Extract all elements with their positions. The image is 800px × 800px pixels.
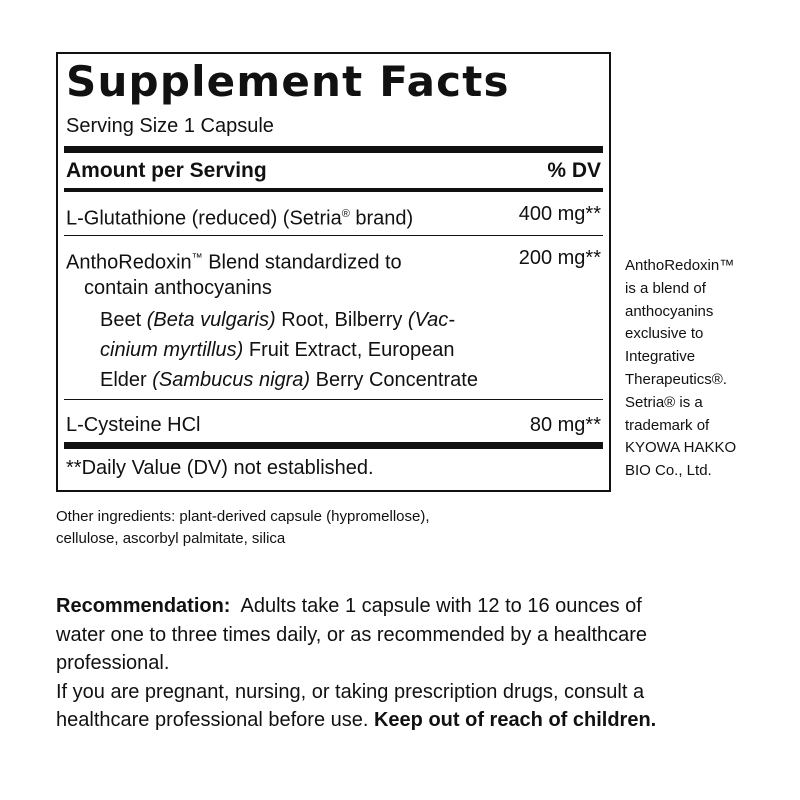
blend-sub-line-2: cinium myrtillus) Fruit Extract, European xyxy=(100,339,455,361)
recommendation-line: professional. xyxy=(56,652,170,674)
recommendation-line: Recommendation: Adults take 1 capsule with 12 to 16 ounces of xyxy=(56,595,642,617)
row-divider xyxy=(64,235,603,236)
trademark-note-line: Setria® is a xyxy=(625,393,703,411)
daily-value-footnote: **Daily Value (DV) not established. xyxy=(66,457,374,479)
trademark-note-line: trademark of xyxy=(625,416,710,434)
panel-title: Supplement Facts xyxy=(66,57,510,106)
trademark-note-line: KYOWA HAKKO xyxy=(625,439,737,457)
header-percent-dv: % DV xyxy=(547,159,601,182)
recommendation-line: water one to three times daily, or as recommended by a healthcare xyxy=(56,623,648,646)
serving-size: Serving Size 1 Capsule xyxy=(66,115,274,137)
divider-thick xyxy=(64,146,603,153)
header-amount-per-serving: Amount per Serving xyxy=(66,159,267,182)
trademark-note-line: Therapeutics®. xyxy=(625,370,727,388)
recommendation-section xyxy=(56,592,756,735)
child-warning: Keep out of reach of children. xyxy=(373,709,657,731)
ingredient-name-cysteine: L-Cysteine HCl xyxy=(66,414,201,436)
row-divider xyxy=(64,399,603,400)
ingredient-amount-anthoredoxin: 200 mg** xyxy=(518,247,601,269)
supplement-facts-panel xyxy=(56,52,611,492)
trademark-note-line: BIO Co., Ltd. xyxy=(625,462,712,480)
recommendation-label: Recommendation: xyxy=(56,595,231,617)
ingredient-name-glutathione: L-Glutathione (reduced) (Setria® brand) xyxy=(66,207,414,230)
blend-sub-line-3: Elder (Sambucus nigra) Berry Concentrate xyxy=(100,369,478,391)
ingredient-amount-glutathione: 400 mg** xyxy=(518,203,601,225)
ingredient-name-anthoredoxin: AnthoRedoxin™ Blend standardized to xyxy=(66,251,402,274)
trademark-note xyxy=(625,255,795,483)
other-ingredients-line: cellulose, ascorbyl palmitate, silica xyxy=(56,530,286,547)
trademark-note-line: exclusive to xyxy=(625,325,704,343)
other-ingredients-line: Other ingredients: plant-derived capsule (hypromellose), xyxy=(56,508,430,525)
recommendation-line: healthcare professional before use. Keep out of reach of children. xyxy=(56,709,657,731)
trademark-note-line: Integrative xyxy=(625,348,696,366)
ingredient-amount-cysteine: 80 mg** xyxy=(529,414,601,436)
trademark-note-line: AnthoRedoxin™ xyxy=(625,257,735,274)
trademark-note-line: anthocyanins xyxy=(625,302,714,320)
divider-header xyxy=(64,188,603,192)
blend-sub-line-1: Beet (Beta vulgaris) Root, Bilberry (Vac- xyxy=(100,309,455,331)
divider-thick-bottom xyxy=(64,442,603,449)
trademark-note-line: is a blend of xyxy=(625,279,706,297)
ingredient-name-anthoredoxin-line2: contain anthocyanins xyxy=(84,277,272,299)
recommendation-line: If you are pregnant, nursing, or taking prescription drugs, consult a xyxy=(56,680,645,703)
other-ingredients xyxy=(56,506,430,550)
